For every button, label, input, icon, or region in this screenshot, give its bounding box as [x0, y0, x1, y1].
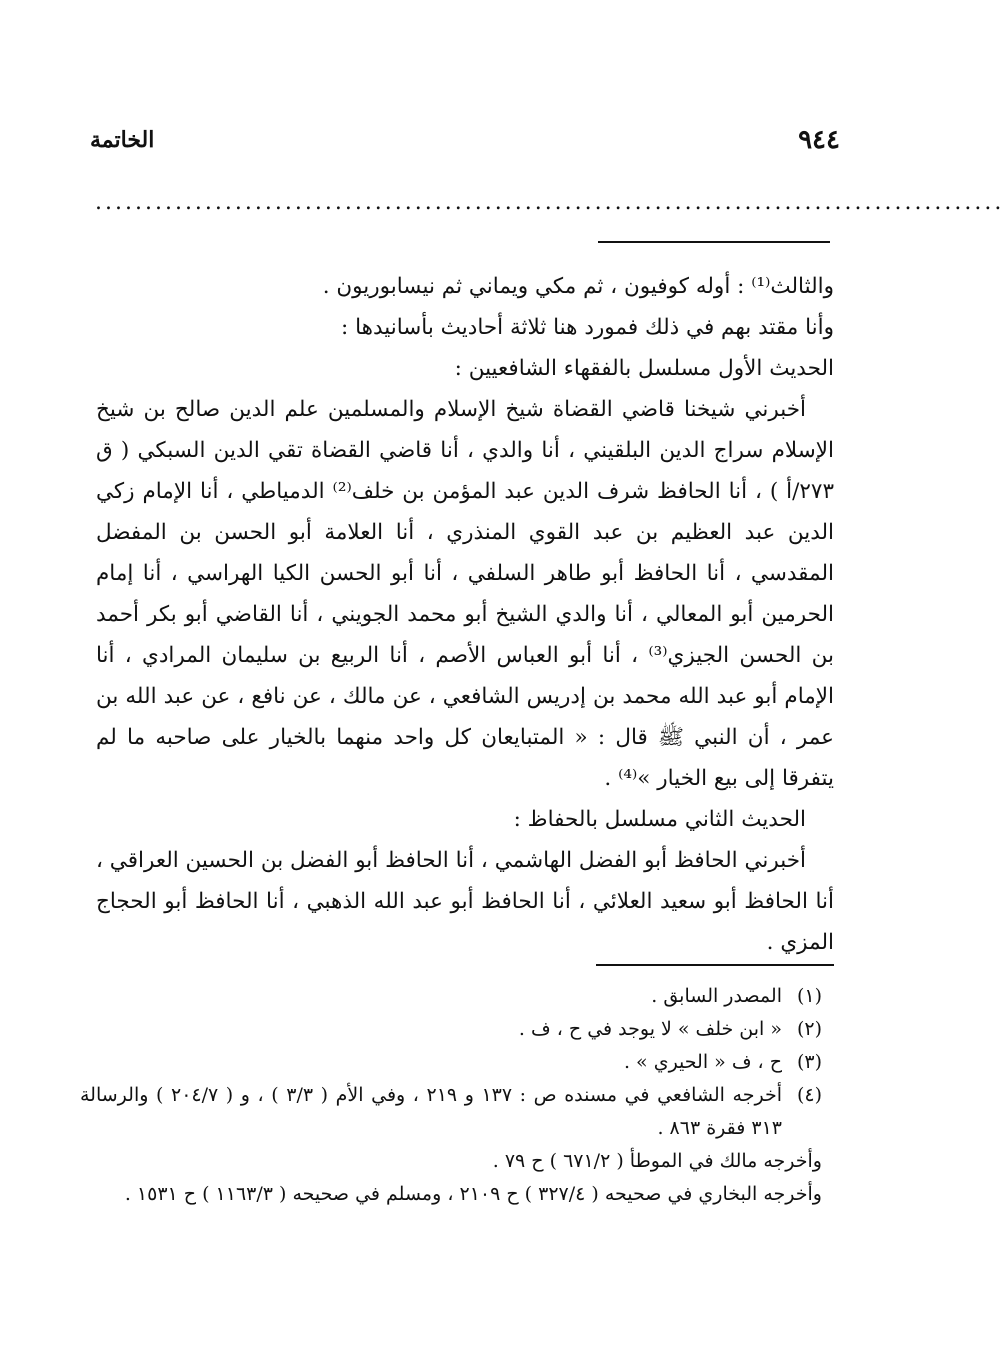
paragraph: وأنا مقتد بهم في ذلك فمورد هنا ثلاثة أحاديث بأسانيدها : — [341, 315, 834, 340]
footnotes — [80, 980, 822, 1211]
divider-line — [598, 241, 830, 243]
footnote-text: ح ، ف « الحيري » . — [623, 1051, 782, 1073]
paragraph: أخبرني الحافظ أبو الفضل الهاشمي ، أنا الحافظ أبو الفضل بن الحسين العراقي ، أنا الحافظ أبو سعيد العلائي ، أنا الحافظ أبو عبد الله الذهبي ، أنا الحافظ أبو الحجاج المزي . — [96, 848, 834, 955]
paragraph: أخبرني شيخنا قاضي القضاة شيخ الإسلام والمسلمين علم الدين صالح بن شيخ الإسلام سراج الدين البلقيني ، أنا والدي ، أنا قاضي القضاة تقي الدين السبكي ( ق ٢٧٣/أ ) ، أنا الحافظ شرف الدين عبد المؤمن بن خلف⁽²⁾ الدمياطي ، أنا الإمام زكي الدين عبد العظيم بن عبد القوي المنذري ، أنا العلامة أبو الحسن بن المفضل المقدسي ، أنا الحافظ أبو طاهر السلفي ، أنا أبو الحسن الكيا الهراسي ، أنا إمام الحرمين أبو المعالي ، أنا والدي الشيخ أبو محمد الجويني ، أنا القاضي أبو بكر أحمد بن الحسن الجيزي⁽³⁾ ، أنا أبو العباس الأصم ، أنا الربيع بن سليمان المرادي ، أنا الإمام أبو عبد الله محمد بن إدريس الشافعي ، عن مالك ، عن نافع ، عن عبد الله بن عمر ، أن النبي ﷺ قال : « المتبايعان كل واحد منهما بالخيار على صاحبه ما لم يتفرقا إلى بيع الخيار »⁽⁴⁾ . — [96, 397, 835, 791]
page-header — [90, 125, 840, 165]
footnote-number: (٤) — [796, 1084, 822, 1106]
footnote-continuation: وأخرجه مالك في الموطأ ( ٦٧١/٢ ) ح ٧٩ . — [492, 1150, 822, 1172]
footnote-number: (١) — [796, 985, 822, 1007]
footnote — [80, 1079, 822, 1145]
footnote-text: « ابن خلف » لا يوجد في ح ، ف . — [518, 1018, 782, 1040]
section-heading: الحديث الثاني مسلسل بالحفاظ : — [513, 807, 806, 832]
section-heading: الحديث الأول مسلسل بالفقهاء الشافعيين : — [454, 356, 834, 381]
footnote-text: أخرجه الشافعي في مسنده ص : ١٣٧ و ٢١٩ ، وفي الأم ( ٣/٣ ) ، و ( ٢٠٤/٧ ) والرسالة ٣١٣ فقرة ٨٦٣ . — [80, 1084, 782, 1139]
running-title: الخاتمة — [90, 127, 155, 153]
footnote-number: (٢) — [796, 1018, 822, 1040]
footnote-divider — [596, 964, 834, 966]
paragraph: والثالث⁽¹⁾ : أوله كوفيون ، ثم مكي ويماني ثم نيسابوريون . — [322, 274, 834, 299]
main-text — [96, 266, 834, 963]
footnote-text: المصدر السابق . — [651, 985, 782, 1007]
dotted-separator: ........................................................................................... — [95, 190, 1004, 215]
footnote-number: (٣) — [796, 1051, 822, 1073]
page-number: ٩٤٤ — [798, 125, 840, 155]
footnote — [80, 980, 822, 1013]
footnote — [80, 1046, 822, 1079]
footnote-continuation: وأخرجه البخاري في صحيحه ( ٣٢٧/٤ ) ح ٢١٠٩ ، ومسلم في صحيحه ( ١١٦٣/٣ ) ح ١٥٣١ . — [124, 1183, 822, 1205]
footnote — [80, 1013, 822, 1046]
